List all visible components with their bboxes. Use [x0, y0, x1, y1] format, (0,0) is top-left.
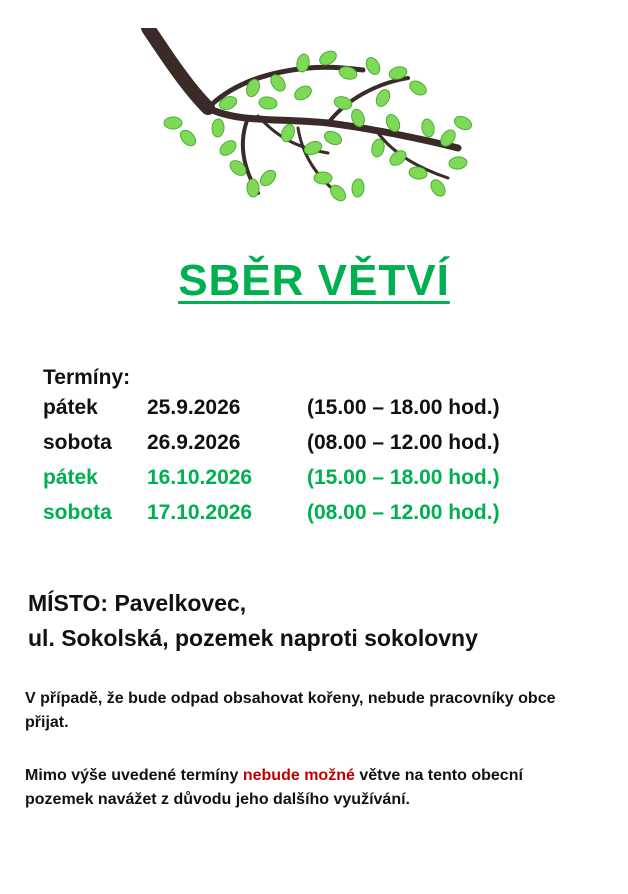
- leaf-icon: [351, 179, 365, 198]
- leaf-icon: [387, 148, 409, 169]
- leaf-icon: [373, 87, 392, 109]
- tree-branch-icon: [128, 28, 478, 218]
- leaf-icon: [322, 129, 343, 147]
- place-line-2: ul. Sokolská, pozemek naproti sokolovny: [28, 625, 478, 651]
- notice-restriction: [25, 764, 585, 812]
- term-day: sobota: [43, 501, 112, 524]
- page-title: [0, 256, 628, 306]
- leaf-icon: [420, 118, 435, 138]
- leaf-icon: [364, 55, 383, 76]
- notice-text-before: Mimo výše uvedené termíny: [25, 767, 243, 784]
- terms-heading: Termíny:: [43, 366, 131, 389]
- leaf-icon: [452, 114, 473, 132]
- leaf-icon: [164, 117, 182, 129]
- term-date: 26.9.2026: [147, 431, 241, 454]
- notice-highlight: nebude možné: [242, 767, 355, 784]
- leaf-icon: [333, 95, 354, 112]
- term-day: pátek: [43, 396, 98, 419]
- leaf-icon: [247, 179, 260, 198]
- term-time: (08.00 – 12.00 hod.): [307, 501, 500, 524]
- leaf-icon: [314, 172, 332, 184]
- term-day: sobota: [43, 431, 112, 454]
- leaf-icon: [217, 138, 239, 159]
- notice-text-after: větve na tento obecní pozemek navážet z důvodu jeho dalšího využívání.: [25, 767, 523, 808]
- leaf-icon: [448, 156, 467, 170]
- term-time: (15.00 – 18.00 hod.): [307, 466, 500, 489]
- leaf-icon: [258, 96, 277, 110]
- leaf-icon: [211, 119, 224, 138]
- term-time: (08.00 – 12.00 hod.): [307, 431, 500, 454]
- term-day: pátek: [43, 466, 98, 489]
- leaf-icon: [257, 167, 278, 188]
- place-line-1: MÍSTO: Pavelkovec,: [28, 590, 247, 616]
- notice-roots: V případě, že bude odpad obsahovat kořeny, nebude pracovníky obce přijat.: [25, 690, 556, 731]
- term-time: (15.00 – 18.00 hod.): [307, 396, 500, 419]
- leaf-icon: [407, 78, 429, 98]
- leaf-icon: [292, 83, 314, 102]
- leaf-icon: [428, 177, 448, 199]
- term-date: 17.10.2026: [147, 501, 253, 524]
- leaf-icon: [279, 122, 296, 143]
- term-date: 25.9.2026: [147, 396, 241, 419]
- title-text: SBĚR VĚTVÍ: [178, 256, 450, 305]
- term-date: 16.10.2026: [147, 466, 253, 489]
- leaf-icon: [177, 127, 198, 148]
